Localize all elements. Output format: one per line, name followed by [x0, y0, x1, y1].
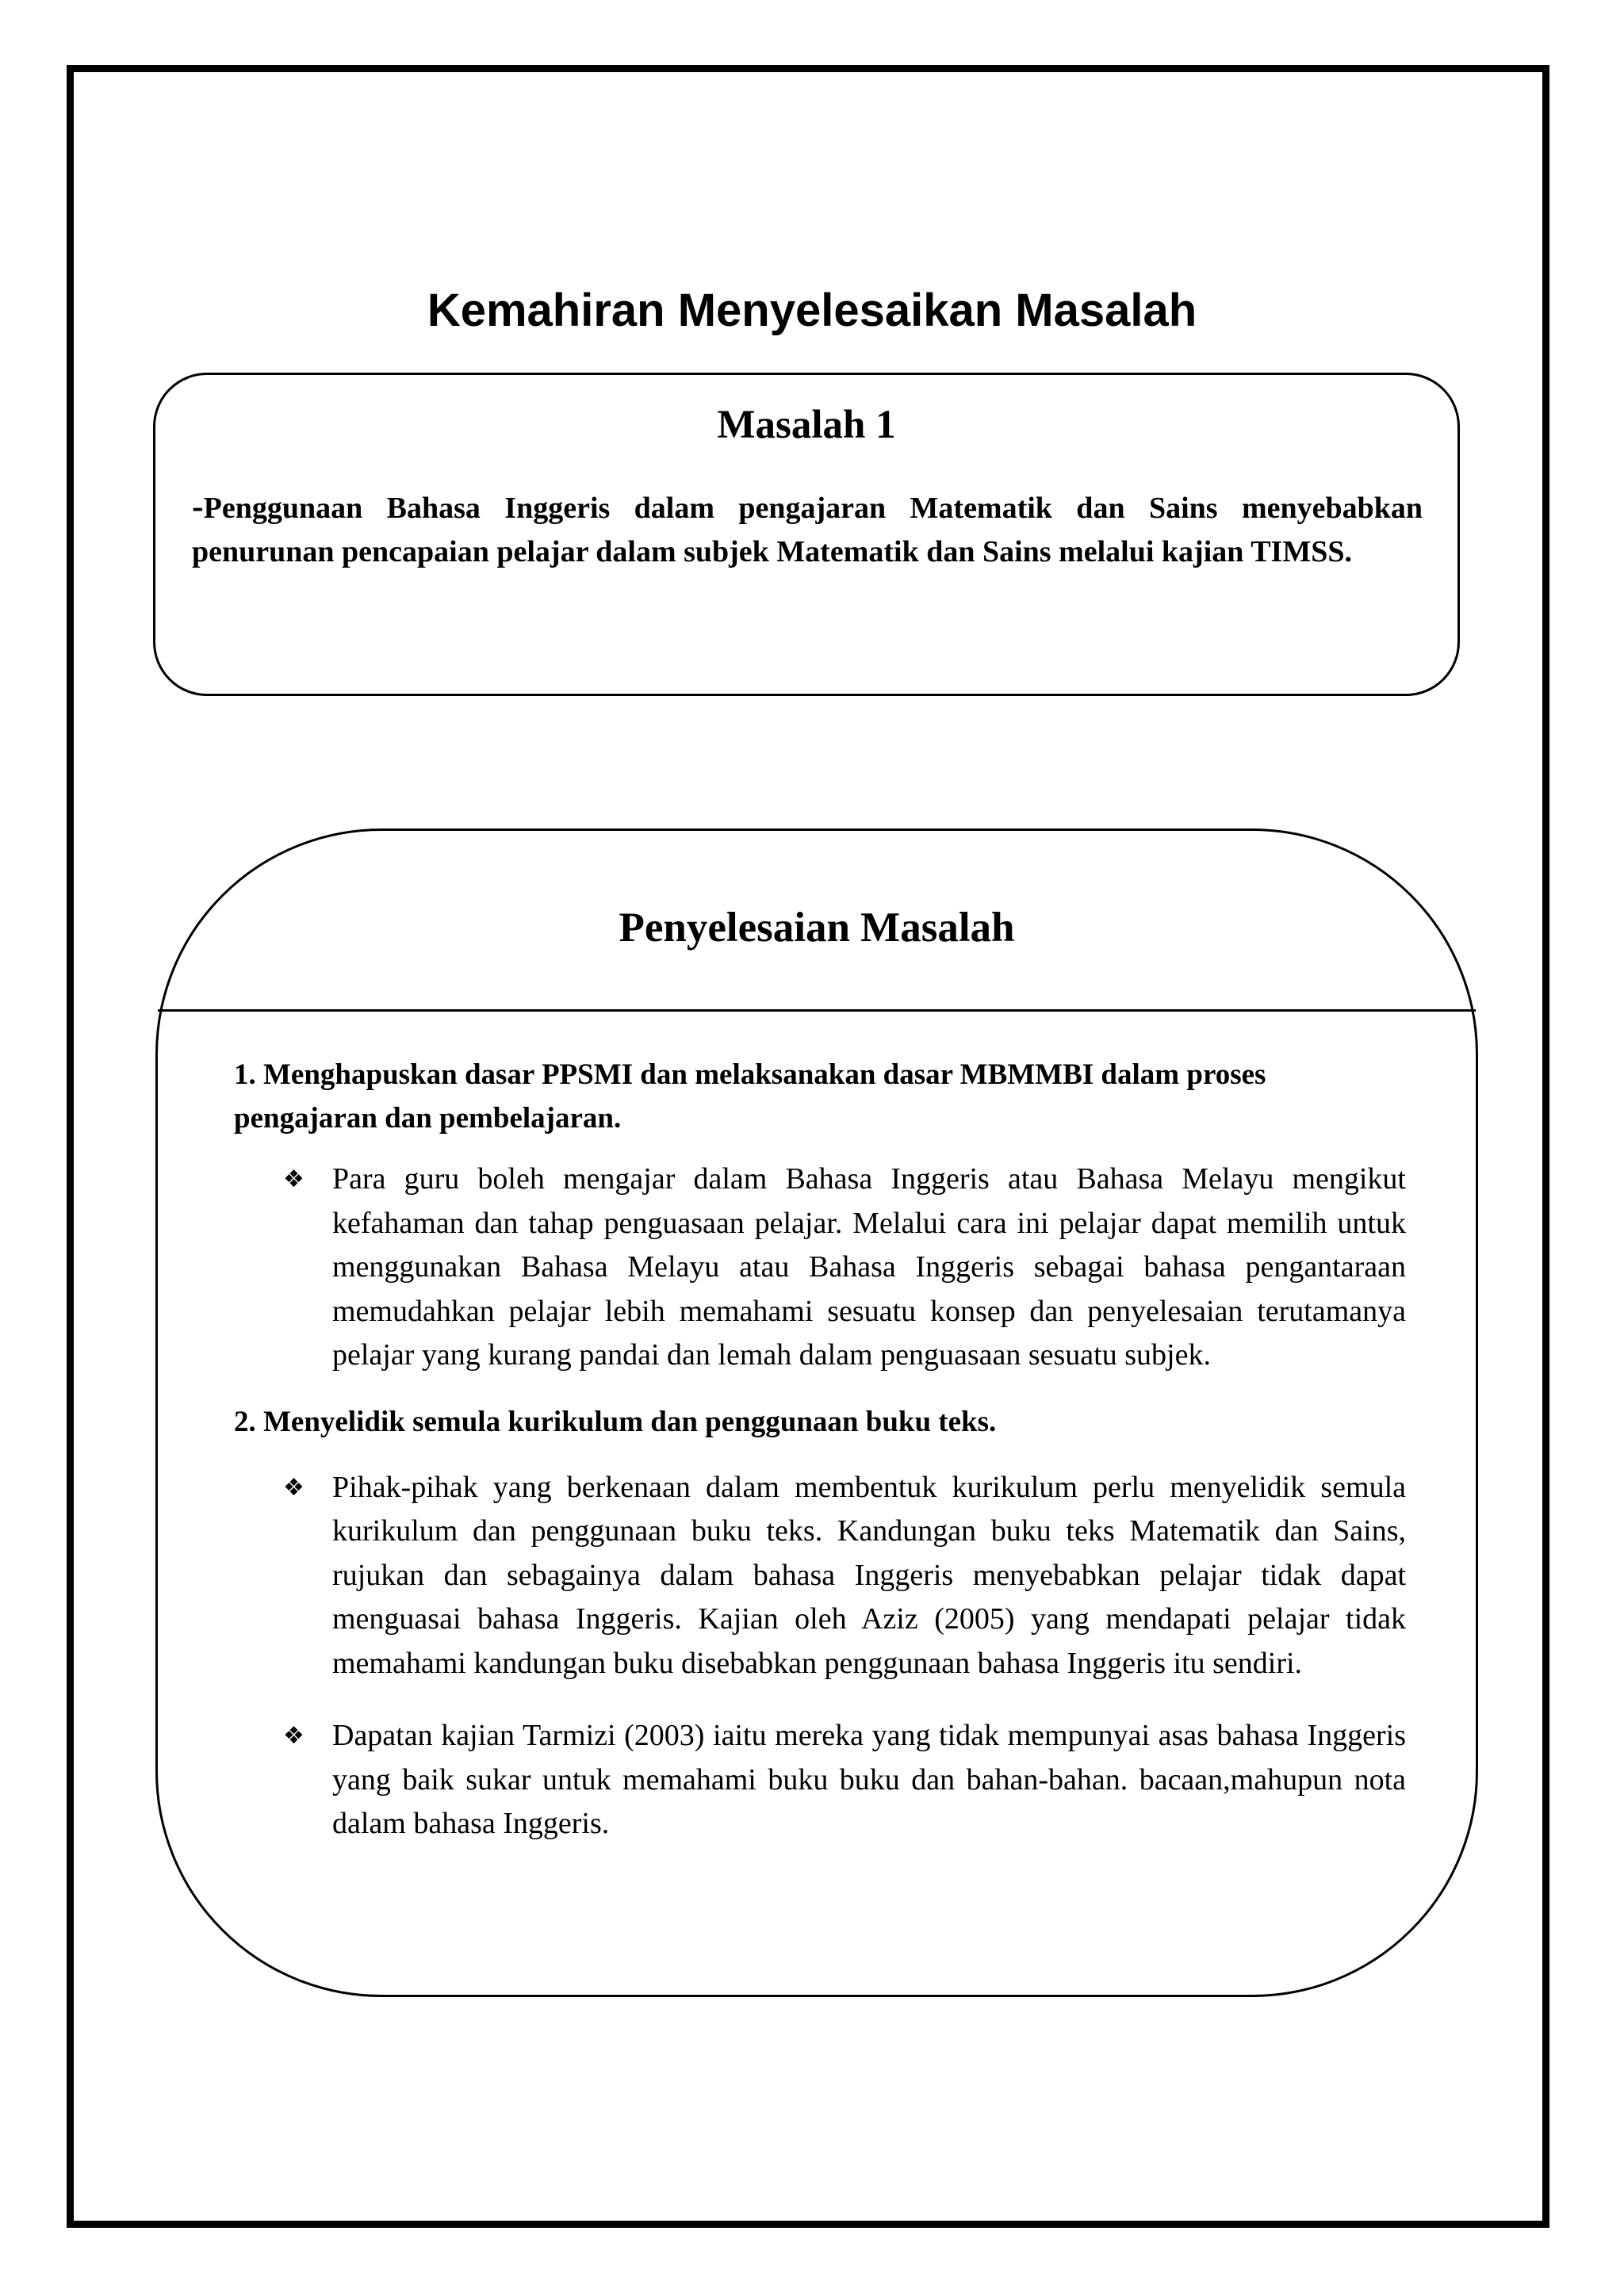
- solution-box: [155, 828, 1478, 1997]
- bullet-text: Pihak-pihak yang berkenaan dalam membentuk kurikulum perlu menyelidik semula kurikulum dan penggunaan buku teks. Kandungan buku teks Matematik dan Sains, rujukan dan sebagainya dalam bahasa Inggeris menyebabkan pelajar tidak dapat menguasai bahasa Inggeris. Kajian oleh Aziz (2005) yang mendapati pelajar tidak memahami kandungan buku disebabkan penggunaan bahasa Inggeris itu sendiri.: [332, 1470, 1406, 1680]
- problem-heading: Masalah 1: [717, 403, 896, 447]
- diamond-bullet-icon: ❖: [283, 1165, 304, 1193]
- solution-heading: Penyelesaian Masalah: [619, 905, 1015, 951]
- bullet-text: Para guru boleh mengajar dalam Bahasa Inggeris atau Bahasa Melayu mengikut kefahaman dan tahap penguasaan pelajar. Melalui cara ini pelajar dapat memilih untuk menggunakan Bahasa Melayu atau Bahasa Inggeris sebagai bahasa pengantaraan memudahkan pelajar lebih memahami sesuatu konsep dan penyelesaian terutamanya pelajar yang kurang pandai dan lemah dalam penguasaan sesuatu subjek.: [332, 1162, 1406, 1372]
- bullet-text: Dapatan kajian Tarmizi (2003) iaitu mereka yang tidak mempunyai asas bahasa Inggeris yang baik sukar untuk memahami buku buku dan bahan-bahan. bacaan,mahupun nota dalam bahasa Inggeris.: [332, 1719, 1406, 1840]
- problem-dash: -: [192, 487, 204, 526]
- bullet-item: [234, 1158, 1406, 1378]
- solution-content: [234, 1053, 1406, 1965]
- solution-divider: [158, 1009, 1476, 1012]
- point-heading-2: 2. Menyelidik semula kurikulum dan penggunaan buku teks.: [234, 1405, 997, 1438]
- point-heading-1: 1. Menghapuskan dasar PPSMI dan melaksanakan dasar MBMMBI dalam proses pengajaran dan pembelajaran.: [234, 1058, 1266, 1135]
- problem-text: [192, 484, 1423, 574]
- page-title: Kemahiran Menyelesaikan Masalah: [427, 285, 1197, 336]
- diamond-bullet-icon: ❖: [283, 1722, 304, 1750]
- problem-box: [153, 373, 1460, 696]
- bullet-item: [234, 1466, 1406, 1686]
- bullet-item: [234, 1714, 1406, 1846]
- diamond-bullet-icon: ❖: [283, 1473, 304, 1502]
- problem-description: Penggunaan Bahasa Inggeris dalam pengajaran Matematik dan Sains menyebabkan penurunan pencapaian pelajar dalam subjek Matematik dan Sains melalui kajian TIMSS.: [192, 492, 1423, 568]
